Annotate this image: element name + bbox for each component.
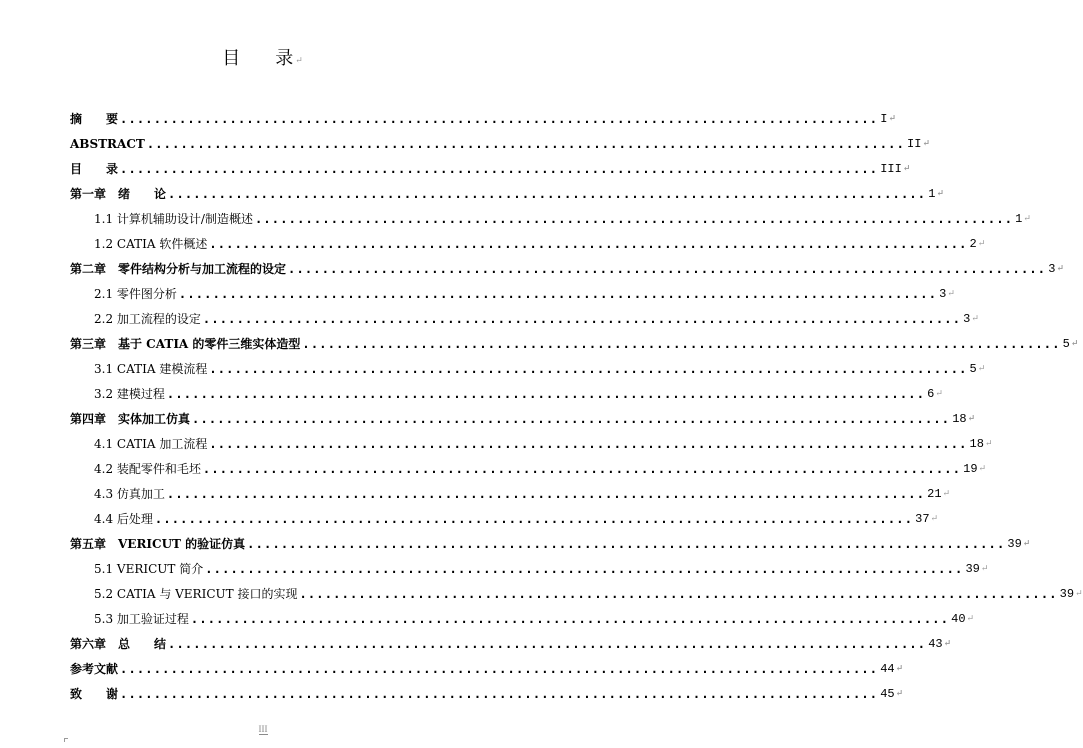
- toc-entry-page: II: [907, 136, 922, 151]
- toc-entry-page: 21: [927, 486, 942, 501]
- toc-entry-page: 18: [969, 436, 984, 451]
- toc-entry-label: 4.3 仿真加工: [94, 487, 165, 501]
- page-number: III: [258, 724, 268, 734]
- paragraph-mark-icon: ↵: [947, 288, 955, 299]
- paragraph-mark-icon: ↵: [977, 238, 986, 249]
- toc-leader-dots: ..........................................................................................: [254, 211, 1014, 226]
- toc-entry-page: I: [880, 111, 888, 126]
- toc-entry-page: 3: [939, 286, 947, 301]
- paragraph-mark-icon: ↵: [984, 438, 993, 449]
- toc-entry-label: 1.2 CATIA 软件概述: [94, 237, 208, 251]
- toc-entry[interactable]: [70, 256, 1064, 281]
- paragraph-mark-icon: ↵: [943, 638, 952, 649]
- toc-entry[interactable]: [94, 481, 951, 506]
- toc-entry-page: 44: [880, 661, 895, 676]
- toc-entry[interactable]: [70, 681, 904, 706]
- toc-entry-label: 致 谢: [70, 687, 119, 701]
- toc-entry-page: 1: [928, 186, 936, 201]
- paragraph-mark-icon: ↵: [1023, 213, 1031, 224]
- toc-entry[interactable]: [94, 306, 979, 331]
- toc-entry[interactable]: [94, 206, 1031, 231]
- toc-entry-label: 5.2 CATIA 与 VERICUT 接口的实现: [94, 587, 298, 601]
- paragraph-mark-icon: ↵: [977, 363, 986, 374]
- toc-entry-label: 1.1 计算机辅助设计/制造概述: [94, 212, 253, 226]
- title-char-right: 录: [275, 48, 295, 69]
- paragraph-mark-icon: ↵: [936, 188, 944, 199]
- toc-entry-page: 45: [880, 686, 895, 701]
- toc-leader-dots: ..........................................................................................: [154, 511, 914, 526]
- toc-leader-dots: ..........................................................................................: [209, 436, 968, 451]
- toc-entry-label: 参考文献: [70, 662, 119, 676]
- toc-entry-label: 第四章 实体加工仿真: [70, 412, 191, 426]
- title-char-left: 目: [222, 48, 242, 69]
- toc-entry-page: 18: [952, 411, 967, 426]
- toc-entry-label: 第五章 VERICUT 的验证仿真: [70, 537, 246, 551]
- toc-entry[interactable]: [94, 606, 975, 631]
- toc-entry-label: 第六章 总 结: [70, 637, 167, 651]
- toc-entry-label: 第一章 绪 论: [70, 187, 167, 201]
- toc-entry-label: 摘 要: [70, 112, 119, 126]
- toc-entry-label: 3.2 建模过程: [94, 387, 165, 401]
- toc-entry-page: III: [880, 161, 902, 176]
- paragraph-mark-icon: ↵: [935, 388, 943, 399]
- toc-leader-dots: ..........................................................................................: [302, 336, 1061, 351]
- toc-entry-label: 3.1 CATIA 建模流程: [94, 362, 208, 376]
- paragraph-mark-icon: ↵: [888, 113, 896, 124]
- toc-entry-page: 39: [965, 561, 980, 576]
- toc-entry[interactable]: [70, 181, 944, 206]
- paragraph-mark-icon: ↵: [1070, 338, 1079, 349]
- toc-entry[interactable]: [94, 356, 986, 381]
- paragraph-mark-icon: ↵: [1056, 263, 1064, 274]
- toc-entry-label: 5.3 加工验证过程: [94, 612, 189, 626]
- toc-entry-label: 5.1 VERICUT 简介: [94, 562, 204, 576]
- toc-entry[interactable]: [94, 456, 987, 481]
- paragraph-mark-icon: ↵: [922, 138, 930, 149]
- toc-entry[interactable]: [94, 381, 943, 406]
- toc-entry-label: 目 录: [70, 162, 119, 176]
- toc-entry-page: 5: [969, 361, 977, 376]
- toc-leader-dots: ..........................................................................................: [166, 386, 926, 401]
- toc-entry-label: 第三章 基于 CATIA 的零件三维实体造型: [70, 337, 301, 351]
- paragraph-mark-icon: ↵: [930, 513, 939, 524]
- toc-entry[interactable]: [94, 431, 993, 456]
- toc-leader-dots: ..........................................................................................: [120, 686, 879, 701]
- toc-leader-dots: ..........................................................................................: [192, 411, 951, 426]
- toc-entry-label: 2.1 零件图分析: [94, 287, 177, 301]
- toc-leader-dots: ..........................................................................................: [120, 661, 879, 676]
- toc-entry-label: 4.1 CATIA 加工流程: [94, 437, 208, 451]
- toc-leader-dots: ..........................................................................................: [202, 461, 962, 476]
- toc-entry-page: 2: [969, 236, 977, 251]
- toc-entry[interactable]: [94, 281, 955, 306]
- toc-leader-dots: ..........................................................................................: [146, 136, 906, 151]
- toc-leader-dots: ..........................................................................................: [168, 636, 927, 651]
- toc-entry-page: 3: [963, 311, 971, 326]
- toc-entry-page: 40: [951, 611, 966, 626]
- toc-leader-dots: ..........................................................................................: [190, 611, 950, 626]
- toc-entry-page: 5: [1062, 336, 1070, 351]
- toc-entry[interactable]: [94, 581, 1083, 606]
- paragraph-mark-icon: ↵: [978, 463, 987, 474]
- toc-entry-page: 1: [1015, 211, 1023, 226]
- toc-entry-page: 6: [927, 386, 935, 401]
- toc-leader-dots: ..........................................................................................: [120, 161, 879, 176]
- toc-entry[interactable]: [70, 131, 930, 156]
- toc-entry[interactable]: [94, 556, 989, 581]
- paragraph-mark-icon: ↵: [966, 613, 975, 624]
- toc-entry-page: 37: [915, 511, 930, 526]
- toc-entry-label: ABSTRACT: [70, 136, 145, 151]
- paragraph-mark-icon: ↵: [295, 56, 304, 66]
- paragraph-mark-icon: ↵: [942, 488, 951, 499]
- toc-entry-label: 4.4 后处理: [94, 512, 153, 526]
- toc-entry-label: 2.2 加工流程的设定: [94, 312, 201, 326]
- toc-entry[interactable]: [94, 231, 986, 256]
- paragraph-mark-icon: ↵: [902, 163, 911, 174]
- toc-leader-dots: ..........................................................................................: [168, 186, 927, 201]
- toc-leader-dots: ..........................................................................................: [205, 561, 964, 576]
- toc-entry[interactable]: [70, 106, 896, 131]
- paragraph-mark-icon: ↵: [971, 313, 979, 324]
- toc-entry-page: 3: [1048, 261, 1056, 276]
- toc-leader-dots: ..........................................................................................: [120, 111, 879, 126]
- toc-leader-dots: ..........................................................................................: [209, 236, 968, 251]
- toc-leader-dots: ..........................................................................................: [247, 536, 1006, 551]
- toc-entry[interactable]: [70, 156, 911, 181]
- toc-entry[interactable]: [70, 531, 1031, 556]
- toc-leader-dots: ..........................................................................................: [299, 586, 1058, 601]
- margin-corner-mark: [64, 738, 68, 742]
- toc-entry-label: 4.2 装配零件和毛坯: [94, 462, 201, 476]
- toc-entry-page: 19: [963, 461, 978, 476]
- toc-entry-page: 43: [928, 636, 943, 651]
- toc-entry-page: 39: [1059, 586, 1075, 601]
- paragraph-mark-icon: ↵: [895, 663, 904, 674]
- toc-leader-dots: ..........................................................................................: [178, 286, 938, 301]
- toc-leader-dots: ..........................................................................................: [288, 261, 1047, 276]
- paragraph-mark-icon: ↵: [967, 413, 976, 424]
- paragraph-mark-icon: ↵: [1075, 588, 1083, 599]
- toc-leader-dots: ..........................................................................................: [166, 486, 926, 501]
- toc-entry[interactable]: [94, 506, 939, 531]
- page-footer: [0, 724, 526, 734]
- toc-entry-page: 39: [1007, 536, 1022, 551]
- page-title: [0, 44, 526, 70]
- toc-entry-label: 第二章 零件结构分析与加工流程的设定: [70, 262, 287, 276]
- paragraph-mark-icon: ↵: [1022, 538, 1031, 549]
- toc-leader-dots: ..........................................................................................: [209, 361, 968, 376]
- toc-leader-dots: ..........................................................................................: [202, 311, 962, 326]
- toc-entry[interactable]: [70, 406, 976, 431]
- toc-entry[interactable]: [70, 656, 904, 681]
- paragraph-mark-icon: ↵: [980, 563, 989, 574]
- toc-entry[interactable]: [70, 331, 1079, 356]
- toc-entry[interactable]: [70, 631, 952, 656]
- paragraph-mark-icon: ↵: [895, 688, 904, 699]
